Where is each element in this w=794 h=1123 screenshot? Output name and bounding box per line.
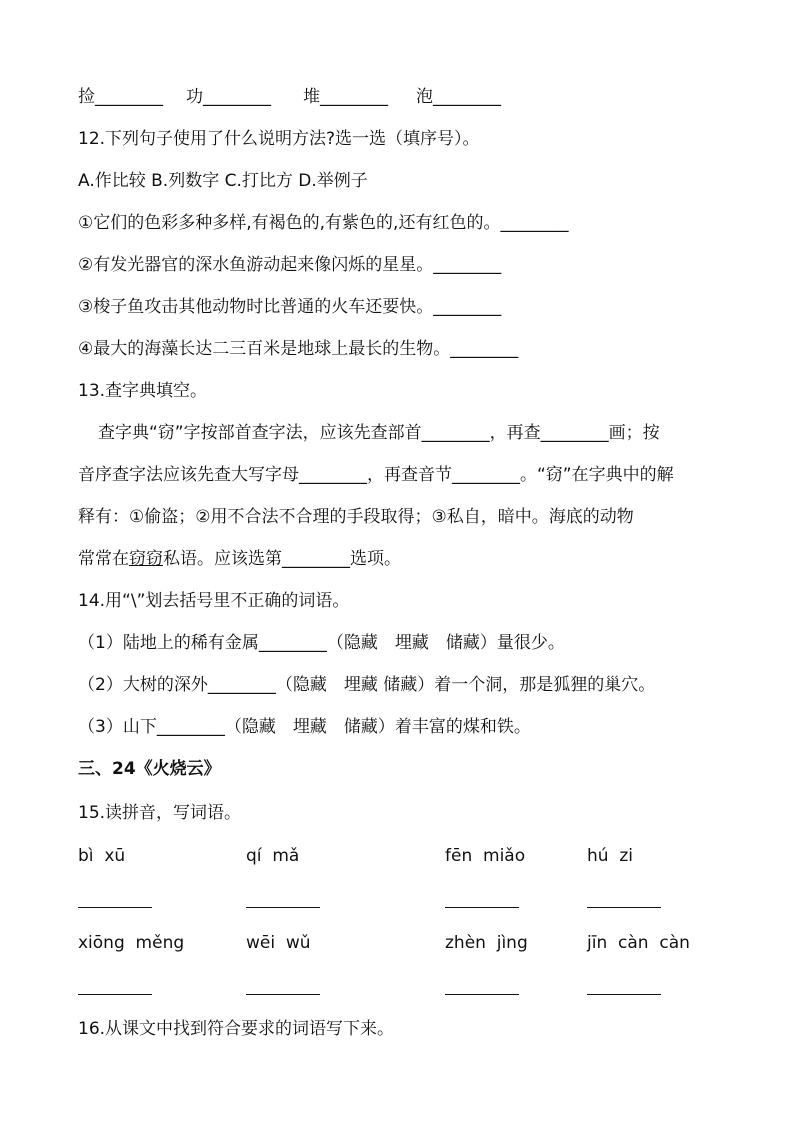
fill-blank-pao: 泡________ [416,87,501,107]
answer-blank[interactable] [78,907,152,908]
answer-blank[interactable] [246,907,320,908]
question-12-item-4: ④最大的海藻长达二三百米是地球上最长的生物。________ [78,339,519,359]
question-13-paragraph-line-3: 释有：①偷盗；②用不合法不合理的手段取得；③私自，暗中。海底的动物 [78,507,634,527]
answer-blank[interactable] [587,994,661,995]
pinyin-weiwu: wēi wǔ [246,933,311,953]
pinyin-fenmiao: fēn miǎo [445,846,526,866]
question-13-paragraph-line-2: 音序查字法应该先查大写字母________，再查音节________。“窃”在字典中的解 [78,465,674,485]
section-heading: 三、24《火烧云》 [78,759,221,779]
answer-blank[interactable] [445,907,519,908]
question-12-title: 12.下列句子使用了什么说明方法?选一选（填序号）。 [78,129,480,149]
answer-blank[interactable] [587,907,661,908]
pinyin-xiongmeng: xiōng měng [78,933,185,953]
question-13-title: 13.查字典填空。 [78,381,208,401]
question-16-title: 16.从课文中找到符合要求的词语写下来。 [78,1019,395,1039]
question-14-item-3: （3）山下________（隐藏 埋藏 储藏）着丰富的煤和铁。 [78,717,531,737]
question-14-title: 14.用“\”划去括号里不正确的词语。 [78,591,350,611]
pinyin-jincancan: jīn càn càn [587,933,690,953]
fill-blank-gong: 功________ [186,87,271,107]
answer-blank[interactable] [445,994,519,995]
pinyin-zhenjing: zhèn jìng [445,933,528,953]
question-12-item-2: ②有发光器官的深水鱼游动起来像闪烁的星星。________ [78,255,502,275]
question-15-title: 15.读拼音，写词语。 [78,803,242,823]
question-12-options: A.作比较 B.列数字 C.打比方 D.举例子 [78,171,368,191]
question-13-paragraph-line-4 [78,548,401,570]
q13-underlined-word: 窃窃 [129,549,163,569]
question-14-item-1: （1）陆地上的稀有金属________（隐藏 埋藏 储藏）量很少。 [78,633,565,653]
answer-blank[interactable] [246,994,320,995]
q13-line4-post: 私语。应该选第________选项。 [163,549,401,569]
question-12-item-3: ③梭子鱼攻击其他动物时比普通的火车还要快。________ [78,297,502,317]
answer-blank[interactable] [78,994,152,995]
fill-blank-jian: 捡________ [78,87,163,107]
pinyin-bixu: bì xū [78,846,126,866]
q13-line4-pre: 常常在 [78,549,129,569]
pinyin-qima: qí mǎ [246,846,300,866]
question-12-item-1: ①它们的色彩多种多样,有褐色的,有紫色的,还有红色的。________ [78,213,569,233]
fill-blank-dui: 堆________ [303,87,388,107]
question-14-item-2: （2）大树的深外________（隐藏 埋藏 储藏）着一个洞，那是狐狸的巢穴。 [78,675,656,695]
pinyin-huzi: hú zi [587,846,634,866]
question-13-paragraph-line-1: 查字典“窃”字按部首查字法，应该先查部首________，再查________画；按 [98,423,660,443]
